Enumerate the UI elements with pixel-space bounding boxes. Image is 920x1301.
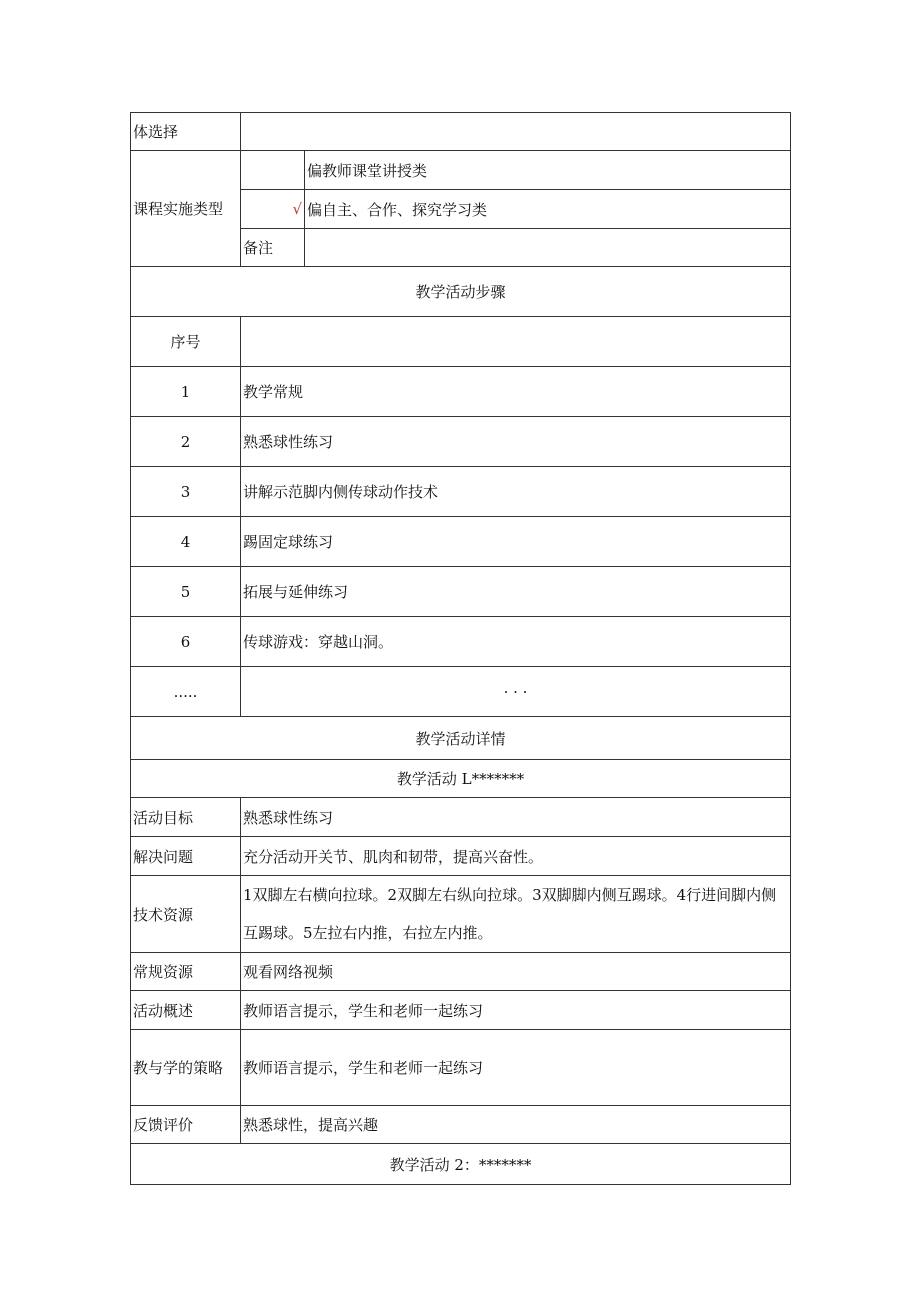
step-number: 4	[131, 517, 241, 567]
step-row	[131, 417, 791, 467]
detail-label: 常规资源	[131, 953, 241, 991]
detail-label: 技术资源	[131, 876, 241, 953]
steps-title: 教学活动步骤	[131, 267, 791, 317]
detail-row	[131, 1030, 791, 1106]
detail-label: 教与学的策略	[131, 1030, 241, 1106]
remark-value	[305, 229, 791, 267]
step-number: 6	[131, 617, 241, 667]
details-title: 教学活动详情	[131, 717, 791, 760]
detail-value: 教师语言提示，学生和老师一起练习	[241, 1030, 791, 1106]
step-number: 3	[131, 467, 241, 517]
step-text: 传球游戏：穿越山洞。	[241, 617, 791, 667]
remark-label: 备注	[241, 229, 305, 267]
detail-row	[131, 798, 791, 837]
media-select-value	[241, 113, 791, 151]
step-row	[131, 467, 791, 517]
checkmark-icon: √	[241, 190, 305, 229]
step-number: 1	[131, 367, 241, 417]
seq-header-content	[241, 317, 791, 367]
detail-row	[131, 991, 791, 1030]
course-type-label: 课程实施类型	[131, 151, 241, 267]
detail-value: 熟悉球性练习	[241, 798, 791, 837]
detail-label: 反馈评价	[131, 1106, 241, 1144]
step-row	[131, 617, 791, 667]
step-text: 教学常规	[241, 367, 791, 417]
type-option-2: 偏自主、合作、探究学习类	[305, 190, 791, 229]
lesson-plan-table	[130, 112, 791, 1185]
steps-title-row	[131, 267, 791, 317]
step-text: 踢固定球练习	[241, 517, 791, 567]
detail-row	[131, 1106, 791, 1144]
activity2-title-row	[131, 1144, 791, 1185]
detail-row	[131, 953, 791, 991]
type-option-1: 偏教师课堂讲授类	[305, 151, 791, 190]
seq-label: 序号	[131, 317, 241, 367]
step-text: 熟悉球性练习	[241, 417, 791, 467]
activity2-title: 教学活动 2：*******	[131, 1144, 791, 1185]
step-more-number: .....	[131, 667, 241, 717]
detail-value: 1双脚左右横向拉球。2双脚左右纵向拉球。3双脚脚内侧互踢球。4行进间脚内侧互踢球。5左拉右内推，右拉左内推。	[241, 876, 791, 953]
detail-value: 充分活动开关节、肌肉和韧带，提高兴奋性。	[241, 837, 791, 876]
step-number: 5	[131, 567, 241, 617]
detail-row	[131, 837, 791, 876]
detail-label: 解决问题	[131, 837, 241, 876]
step-row	[131, 567, 791, 617]
type-option-1-check	[241, 151, 305, 190]
detail-row	[131, 876, 791, 953]
step-number: 2	[131, 417, 241, 467]
detail-value: 熟悉球性，提高兴趣	[241, 1106, 791, 1144]
detail-label: 活动目标	[131, 798, 241, 837]
step-more-row	[131, 667, 791, 717]
course-type-row	[131, 151, 791, 190]
step-text: 讲解示范脚内侧传球动作技术	[241, 467, 791, 517]
media-select-label: 体选择	[131, 113, 241, 151]
seq-header-row	[131, 317, 791, 367]
step-text: 拓展与延伸练习	[241, 567, 791, 617]
detail-value: 教师语言提示，学生和老师一起练习	[241, 991, 791, 1030]
details-title-row	[131, 717, 791, 760]
detail-label: 活动概述	[131, 991, 241, 1030]
step-row	[131, 517, 791, 567]
media-select-row	[131, 113, 791, 151]
step-more-text: · · ·	[241, 667, 791, 717]
step-row	[131, 367, 791, 417]
detail-value: 观看网络视频	[241, 953, 791, 991]
activity1-title-row	[131, 760, 791, 798]
activity1-title: 教学活动 L*******	[131, 760, 791, 798]
